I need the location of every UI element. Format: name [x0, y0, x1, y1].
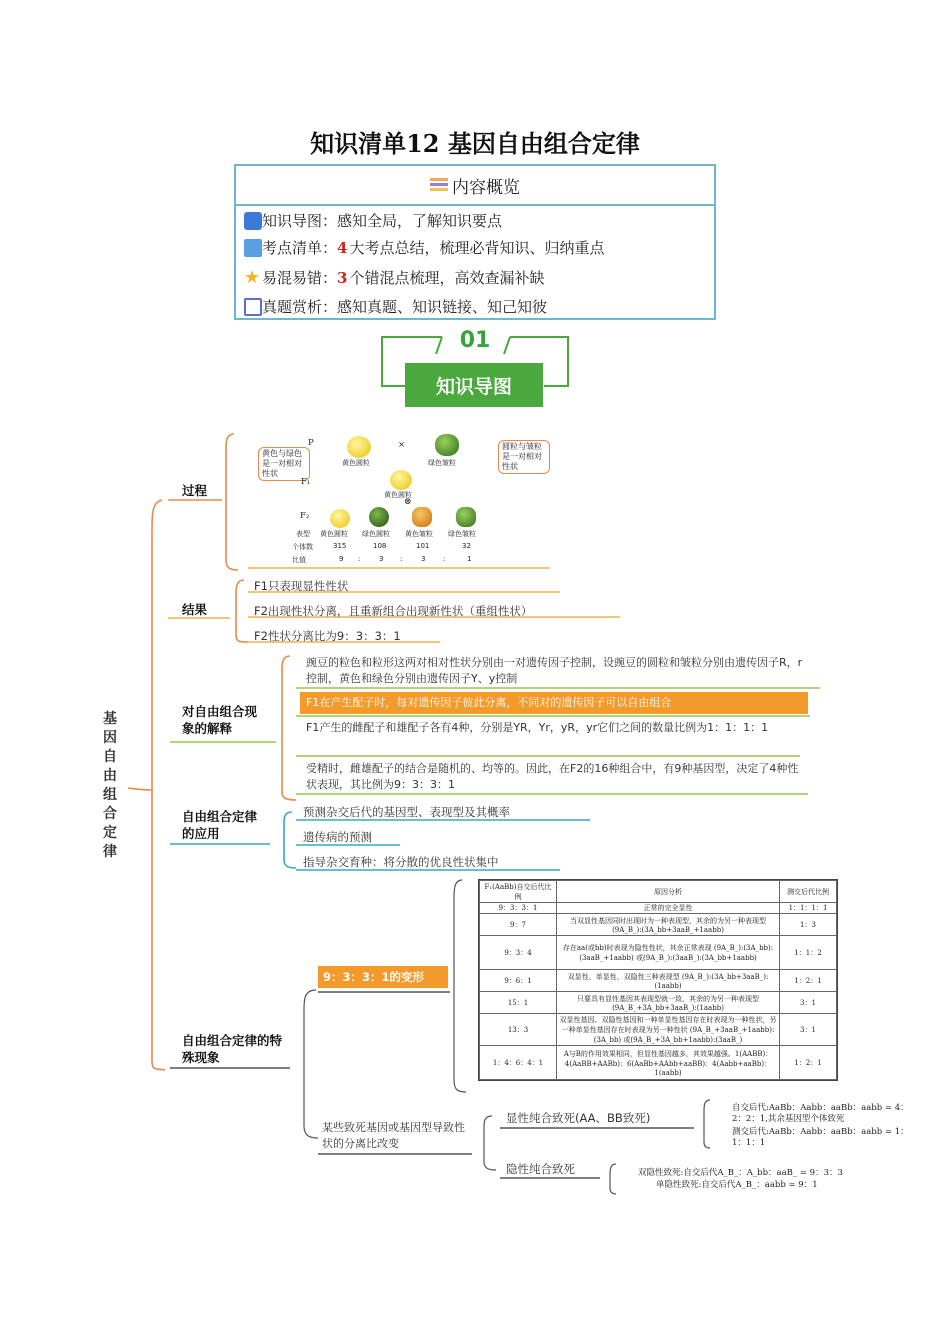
star-icon: ★	[244, 266, 261, 288]
section-label: 知识导图	[405, 363, 543, 407]
map-icon	[244, 212, 262, 230]
application-item: 遗传病的预测	[303, 830, 372, 844]
note-shape-trait: 圆粒与皱粒是一对相对性状	[498, 440, 550, 474]
mindmap-root: 基因自由组合定律	[103, 711, 117, 860]
pea-f2-green-wrinkled	[456, 507, 476, 527]
recessive-note: 单隐性致死:自交后代A_B_：aabb = 9：1	[656, 1180, 818, 1190]
checklist-icon	[244, 298, 262, 316]
dominant-note: 自交后代:AaBb：Aabb：aaBb：aabb = 4：2：2：1,其余基因型个体致死	[732, 1103, 909, 1124]
dominant-note: 测交后代:AaBb：Aabb：aaBb：aabb = 1：1：1：1	[732, 1127, 909, 1148]
lethal-node: 某些致死基因或基因型导致性状的分离比改变	[322, 1121, 465, 1150]
pea-green-wrinkled	[435, 434, 459, 456]
result-item: F1只表现显性性状	[254, 579, 349, 593]
pea-f2-green-round	[369, 507, 389, 527]
f2-label: F₂	[300, 511, 310, 521]
node-result: 结果	[182, 602, 208, 617]
pea-f2-yellow-round	[330, 509, 350, 528]
application-item: 指导杂交育种：将分散的优良性状集中	[303, 855, 499, 869]
overview-row-points: 考点清单： 4 大考点总结，梳理必背知识、归纳重点	[244, 237, 604, 258]
overview-row-exam: 真题赏析： 感知真题、知识链接、知己知彼	[244, 296, 547, 317]
explanation-item: 受精时，雌雄配子的结合是随机的、均等的。因此，在F2的16种组合中，有9种基因型，决定了4种性状表现，其比例为9：3：3：1	[306, 762, 799, 791]
variant-label: 9：3：3：1的变形	[318, 966, 448, 988]
overview-heading: 内容概览	[452, 177, 520, 198]
overview-header	[236, 166, 714, 206]
result-item: F2性状分离比为9：3：3：1	[254, 629, 401, 643]
lethal-recessive: 隐性纯合致死	[506, 1162, 575, 1176]
overview-row-map: 知识导图： 感知全局，了解知识要点	[244, 210, 502, 231]
overview-row-errors: ★ 易混易错： 3 个错混点梳理，高效查漏补缺	[244, 266, 545, 288]
node-application: 自由组合定律的应用	[182, 809, 258, 841]
explanation-item: F1产生的雌配子和雄配子各有4种，分别是YR，Yr，yR，yr它们之间的数量比例为1：1：1：1	[306, 721, 769, 734]
result-item: F2出现性状分离，且重新组合出现新性状（重组性状）	[254, 604, 533, 618]
page-title: 知识清单12 基因自由组合定律	[310, 129, 640, 158]
node-explanation: 对自由组合现象的解释	[182, 704, 258, 736]
section-number: 01	[459, 328, 491, 353]
overview-box	[234, 164, 716, 320]
pea-yellow-round	[347, 436, 371, 458]
application-item: 预测杂交后代的基因型、表现型及其概率	[303, 805, 510, 819]
cross-symbol: ×	[398, 440, 406, 450]
node-special: 自由组合定律的特殊现象	[182, 1033, 283, 1065]
pea-f1	[390, 470, 412, 490]
f1-label: F₁	[301, 477, 311, 487]
selfing-symbol: ⊗	[404, 497, 412, 507]
recessive-note: 双隐性致死:自交后代A_B_：A_bb：aaB_ = 9：3：3	[638, 1168, 843, 1178]
explanation-highlight: F1在产生配子时，每对遗传因子彼此分离，不同对的遗传因子可以自由组合	[300, 692, 808, 714]
explanation-item: 豌豆的粒色和粒形这两对相对性状分别由一对遗传因子控制，设豌豆的圆粒和皱粒分别由遗传因子R，r控制，黄色和绿色分别由遗传因子Y、y控制	[306, 656, 803, 685]
p-label: P	[308, 438, 314, 448]
mindmap-lines	[0, 420, 950, 1220]
list-icon	[430, 178, 448, 192]
book-icon	[244, 239, 262, 257]
lethal-dominant: 显性纯合致死(AA、BB致死)	[506, 1111, 651, 1125]
node-process: 过程	[182, 483, 208, 498]
variant-table: F₁(AaBb)自交后代比例 原因分析 测交后代比例 9：3：3：1 正常的完全显性 1：1：1：1 9：7 当双显性基因同时出现时为一种表现型，其余的为另一种表现型 (9A_B_):(3A_bb+3aaB_+1aabb) 1：3 9：3：4 存在aa(或bb)时表现为隐性性状，其余正常表现 (9A_B_):(3A_bb):(3aaB_+1aabb) 或(9A_B_):(3aaB_):(3A_bb+1aabb) 1：1：2 9：6：1 双显性、单显性、双隐性三种表现型 (9A_B_):(3A_bb+3aaB_):(1aabb) 1：2：1 15：1 只要具有显性基因其表现型就一致，其余的为另一种表现型 (9A_B_+3A_bb+3aaB_):(1aabb) 3：1 13：3 双显性基因、双隐性基因和一种单显性基因存在时表现为一种性状，另一种单显性基因存在时表现为另一种性状 (9A_B_+3aaB_+1aabb):(3A_bb) 或(9A_B_+3A_bb+1aabb):(3aaB_) 3：1 1：4：6：4：1 A与B的作用效果相同，但显性基因越多，其效果越强。1(AABB)：4(AaBB+AABb)：6(AaBb+AAbb+aaBB)：4(Aabb+aaBb)：1(aabb) 1：2：1	[478, 879, 838, 1081]
pea-f2-yellow-wrinkled	[412, 507, 432, 527]
note-color-trait: 黄色与绿色是一对相对性状	[258, 447, 310, 481]
